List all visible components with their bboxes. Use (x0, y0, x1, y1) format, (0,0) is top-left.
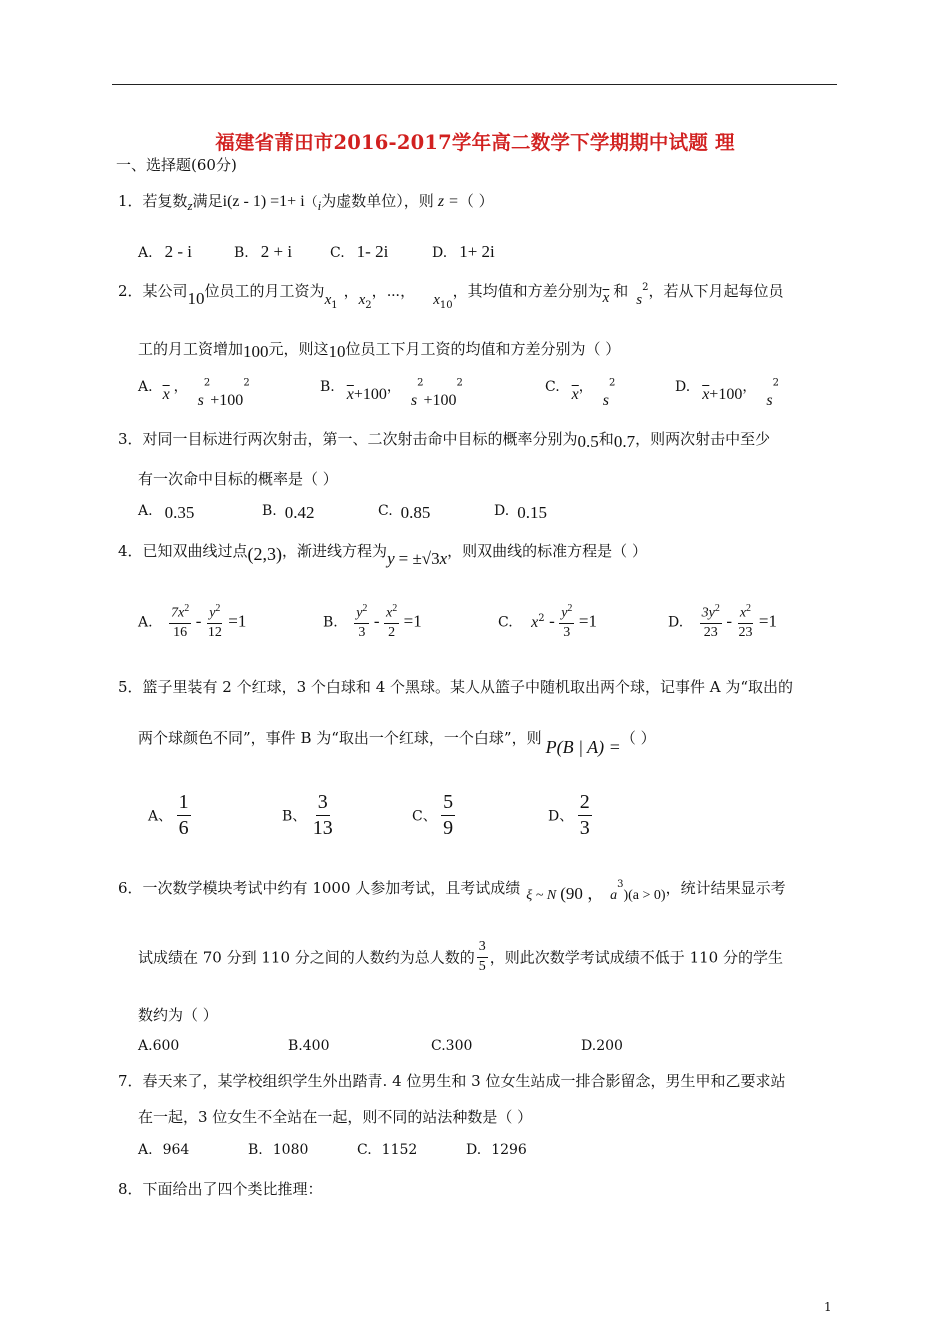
q6-option-c: C.300 (431, 1038, 473, 1054)
question-6-line-1: 6．一次数学模块考试中约有 1000 人参加考试，且考试成绩 ξ ~ N (90 ， $a^3)(a > 0)$，统计结果显示考 (118, 879, 786, 903)
question-2-line-2: 工的月工资增加100元，则这10位员工下月工资的均值和方差分别为（ ） (138, 340, 621, 361)
question-6-line-2: 试成绩在 70 分到 110 分之间的人数约为总人数的 $\frac{3}{5}$ ，则此次数学考试成绩不低于 110 分的学生 (138, 939, 783, 974)
q3-option-d: D. 0.15 (494, 503, 547, 522)
q5-option-d: D、 $\frac{2}{3}$ (548, 791, 590, 839)
q3-option-c: C. 0.85 (378, 503, 431, 522)
q2-option-d: D. $\overline{x}+100$，$s^2$ (675, 377, 779, 409)
q1-option-a: A. 2 - i (138, 242, 192, 261)
q3-option-b: B. 0.42 (262, 503, 315, 522)
header-rule (112, 84, 837, 85)
q7-option-a: A. 964 (138, 1142, 190, 1158)
q4-option-d: D. $\frac{3y^2}{23}$ - $\frac{x^2}{23}$ =1 (668, 603, 777, 641)
question-8-line-1: 8．下面给出了四个类比推理： (118, 1180, 323, 1198)
q1-option-b: B. 2 + i (234, 242, 293, 261)
q2-option-c: C. $\overline{x}$，$s^2$ (545, 377, 616, 409)
q2-option-a: A. $\overline{x}$ ，$s^2+100^2$ (138, 377, 250, 409)
q5-option-c: C、 $\frac{5}{9}$ (412, 791, 454, 839)
q7-option-d: D. 1296 (466, 1142, 527, 1158)
question-6-line-3: 数约为（ ） (138, 1006, 218, 1024)
page-number: 1 (824, 1300, 832, 1314)
exam-title: 福建省莆田市2016-2017学年高二数学下学期期中试题 理 (215, 131, 735, 154)
q7-option-b: B. 1080 (248, 1142, 309, 1158)
q1-option-d: D. 1+ 2i (432, 242, 495, 261)
q6-option-b: B.400 (288, 1038, 330, 1054)
question-7-line-2: 在一起，3 位女生不全站在一起，则不同的站法种数是（ ） (138, 1108, 533, 1126)
q5-option-a: A、 $\frac{1}{6}$ (148, 791, 189, 839)
question-3-line-2: 有一次命中目标的概率是（ ） (138, 470, 338, 488)
q4-option-b: B. $\frac{y^2}{3}$ - $\frac{x^2}{2}$ =1 (323, 603, 422, 641)
q5-option-b: B、 $\frac{3}{13}$ (282, 791, 333, 839)
question-1: 1．若复数z满足i(z - 1) =1+ i（i为虚数单位），则 z =（ ） (118, 192, 494, 213)
q1-option-c: C. 1- 2i (330, 242, 389, 261)
question-7-line-1: 7．春天来了，某学校组织学生外出踏青. 4 位男生和 3 位女生站成一排合影留念，男生甲和乙要求站 (118, 1072, 786, 1090)
question-5-line-2: 两个球颜色不同”，事件 B 为“取出一个红球，一个白球”，则 P(B | A) =（ ） (138, 729, 656, 757)
section-heading: 一、选择题(60分) (116, 156, 237, 174)
q3-option-a: A. 0.35 (138, 503, 195, 522)
question-4: 4．已知双曲线过点(2,3)，渐进线方程为y = ±√3x，则双曲线的标准方程是（ ） (118, 542, 647, 568)
q6-option-a: A.600 (138, 1038, 180, 1054)
q6-option-d: D.200 (581, 1038, 623, 1054)
q2-option-b: B. $\overline{x}+100$，$s^2+100^2$ (320, 377, 463, 409)
q4-option-c: C. $x^2$ - $\frac{y^2}{3}$ =1 (498, 603, 597, 641)
question-3-line-1: 3．对同一目标进行两次射击，第一、二次射击命中目标的概率分别为0.5和0.7，则两次射击中至少 (118, 430, 771, 451)
q7-option-c: C. 1152 (357, 1142, 418, 1158)
question-5-line-1: 5．篮子里装有 2 个红球，3 个白球和 4 个黑球。某人从篮子中随机取出两个球，记事件 A 为“取出的 (118, 678, 794, 696)
question-2-line-1: 2．某公司10位员工的月工资为$x_1$，$x_2$，⋯， $x_{10}$，其均值和方差分别为$\overline{x}$ 和 $s^2$，若从下月起每位员 (118, 282, 784, 311)
q4-option-a: A. $\frac{7x^2}{16}$ - $\frac{y^2}{12}$ =1 (138, 603, 247, 641)
